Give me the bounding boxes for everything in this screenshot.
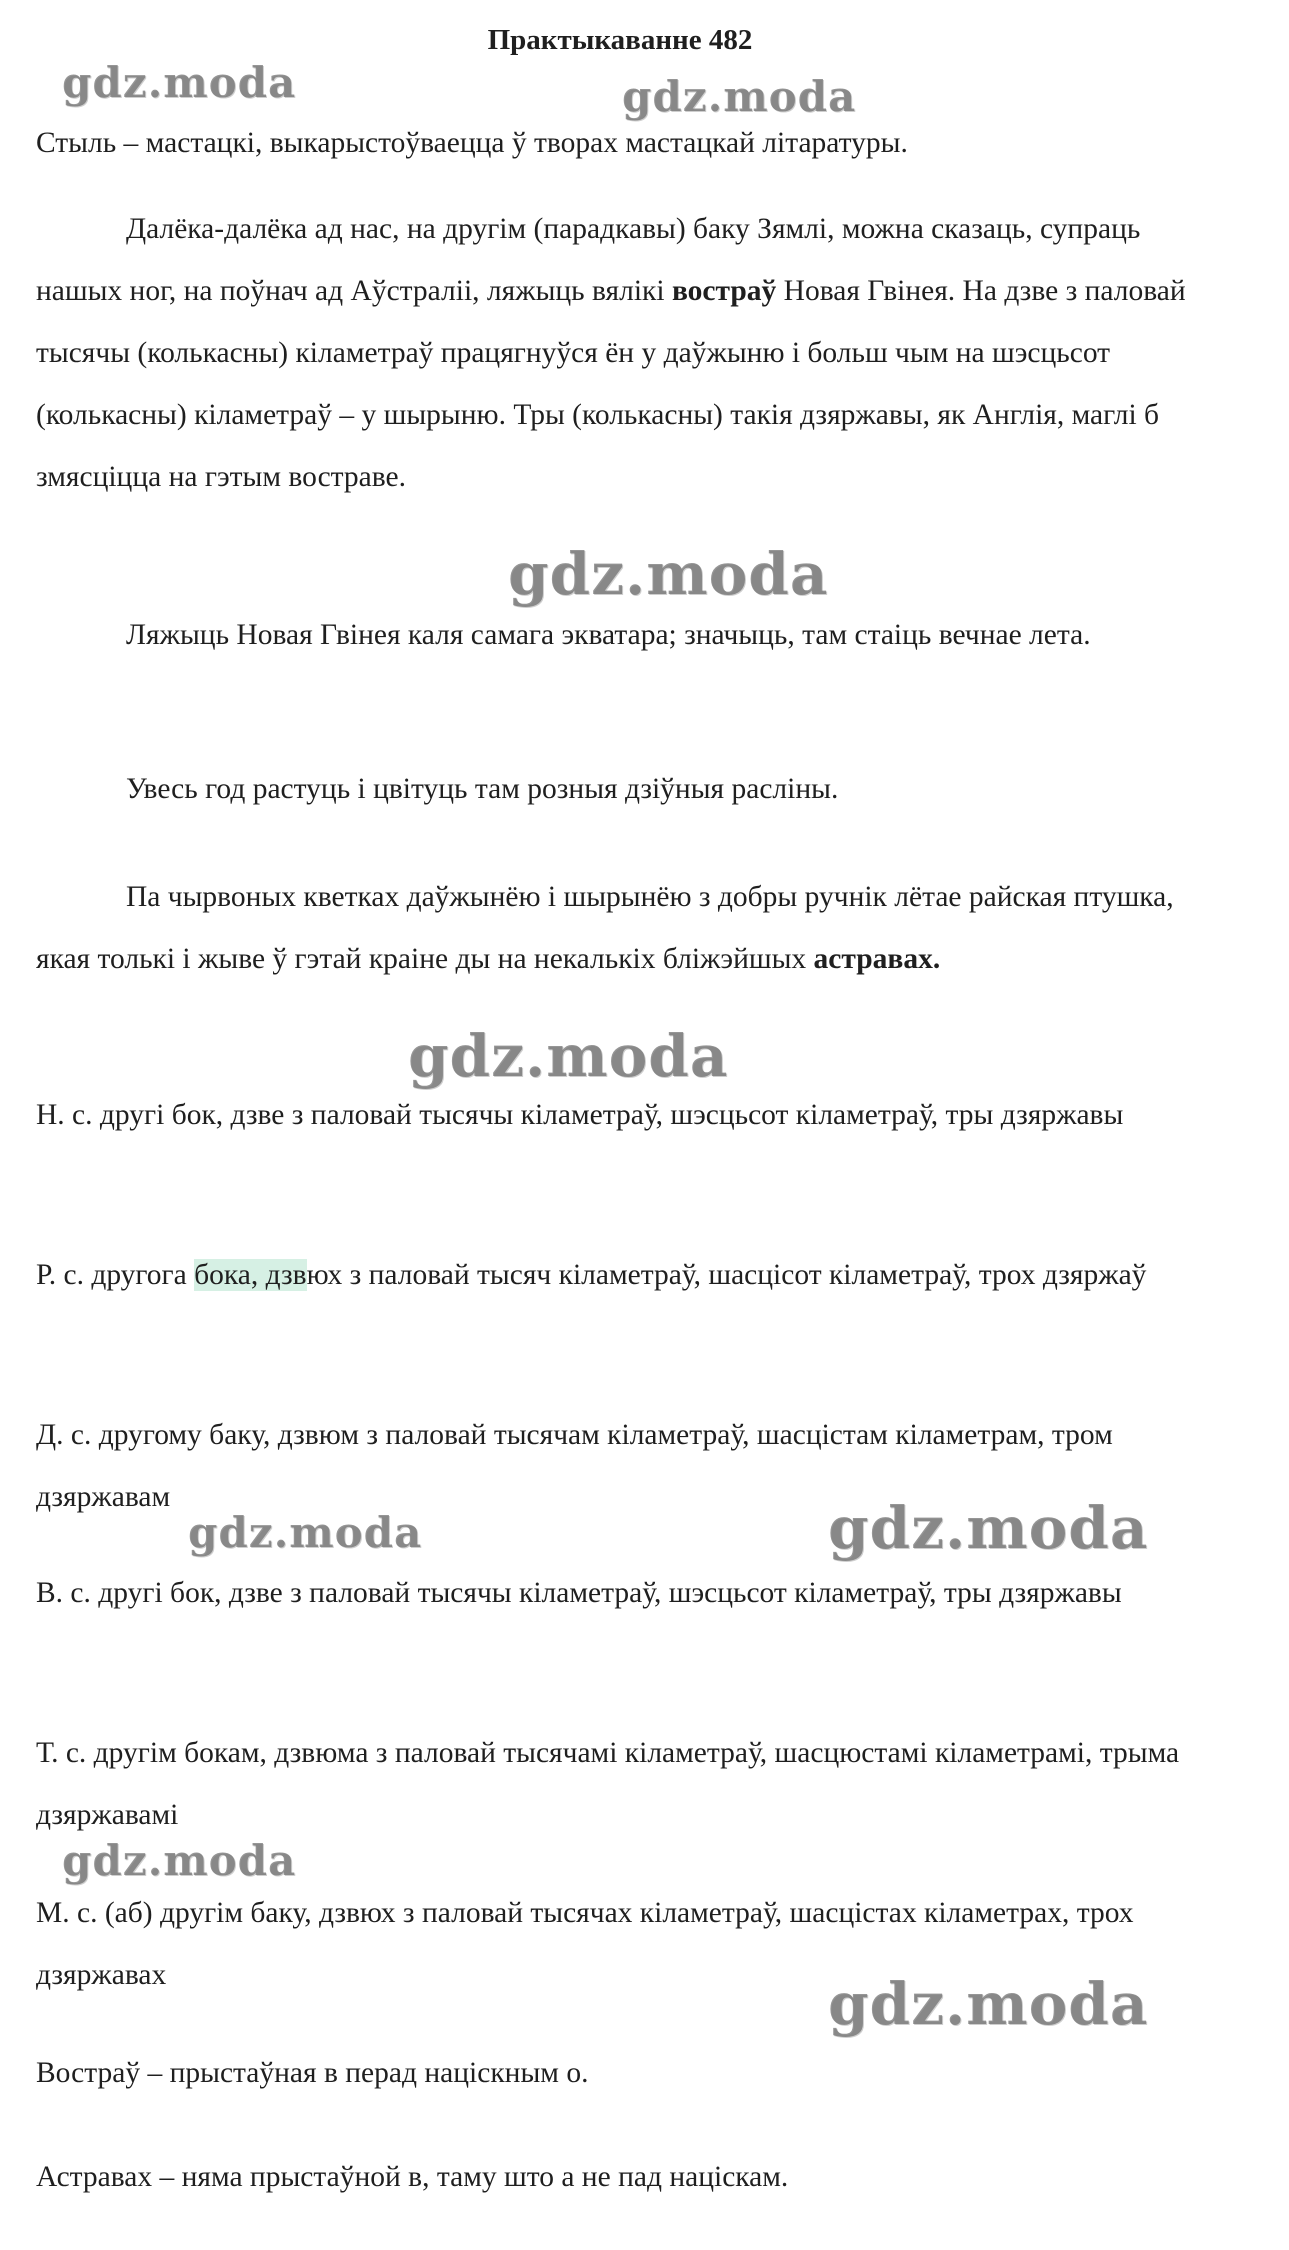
watermark: gdz.moda: [508, 540, 829, 608]
case-genitive-text-b: юх з паловай тысяч кіламетраў, шасцісот кіламетраў, трох дзяржаў: [306, 1259, 1147, 1291]
paragraph-1-bold-word: востраў: [671, 275, 777, 307]
case-genitive-highlight: бока, дзв: [194, 1259, 307, 1291]
watermark: gdz.moda: [828, 1970, 1149, 2038]
note-vostraw: Востраў – прыстаўная в перад націскным о.: [36, 2057, 589, 2089]
watermark: gdz.moda: [828, 1494, 1149, 1562]
case-genitive: [36, 1244, 1206, 1306]
case-instrumental: Т. с. другім бокам, дзвюма з паловай тысячамі кіламетраў, шасцюстамі кіламетрамі, трыма дзяржавамі: [36, 1737, 1180, 1831]
case-dative: Д. с. другому баку, дзвюм з паловай тысячам кіламетраў, шасцістам кіламетрам, тром дзяржавам: [36, 1419, 1113, 1513]
page-title: Практыкаванне 482: [487, 24, 753, 56]
watermark: gdz.moda: [62, 1836, 297, 1885]
paragraph-4-text: Па чырвоных кветках даўжынёю і шырынёю з добры ручнік лётае райская птушка, якая толькі і жыве ў гэтай краіне ды на некалькіх бліжэйшых: [36, 881, 1174, 975]
paragraph-1: [36, 198, 1206, 508]
paragraph-3: Увесь год растуць і цвітуць там розныя дзіўныя расліны.: [126, 773, 839, 805]
watermark: gdz.moda: [408, 1022, 729, 1090]
paragraph-4: [36, 866, 1206, 990]
paragraph-1-text-b: Новая Гвінея. На дзве з паловай тысячы (колькасны) кіламетраў працягнуўся ён у даўжыню і больш чым на шэсцьсот (колькасны) кіламетраў – у шырыню. Тры (колькасны) такія дзяржавы, як Англія, маглі б змясціцца на гэтым востраве.: [36, 275, 1186, 493]
note-astravakh: Астравах – няма прыстаўной в, таму што а не пад націскам.: [36, 2161, 789, 2193]
case-locative: М. с. (аб) другім баку, дзвюх з паловай тысячах кіламетраў, шасцістах кіламетрах, трох дзяржавах: [36, 1897, 1134, 1991]
watermark: gdz.moda: [62, 58, 297, 107]
paragraph-1-text-a: Далёка-далёка ад нас, на другім (парадкавы) баку Зямлі, можна сказаць, супраць нашых ног, на поўнач ад Аўстраліі, ляжыць вялікі: [36, 213, 1141, 307]
case-genitive-text-a: Р. с. другога: [36, 1259, 195, 1291]
case-accusative: В. с. другі бок, дзве з паловай тысячы кіламетраў, шэсцьсот кіламетраў, тры дзяржавы: [36, 1577, 1122, 1609]
case-nominative: Н. с. другі бок, дзве з паловай тысячы кіламетраў, шэсцьсот кіламетраў, тры дзяржавы: [36, 1099, 1124, 1131]
paragraph-2: Ляжыць Новая Гвінея каля самага экватара; значыць, там стаіць вечнае лета.: [126, 619, 1091, 651]
style-line: Стыль – мастацкі, выкарыстоўваецца ў творах мастацкай літаратуры.: [36, 127, 908, 159]
watermark: gdz.moda: [188, 1508, 423, 1557]
watermark: gdz.moda: [622, 72, 857, 121]
paragraph-4-bold-word: астравах.: [813, 943, 941, 975]
